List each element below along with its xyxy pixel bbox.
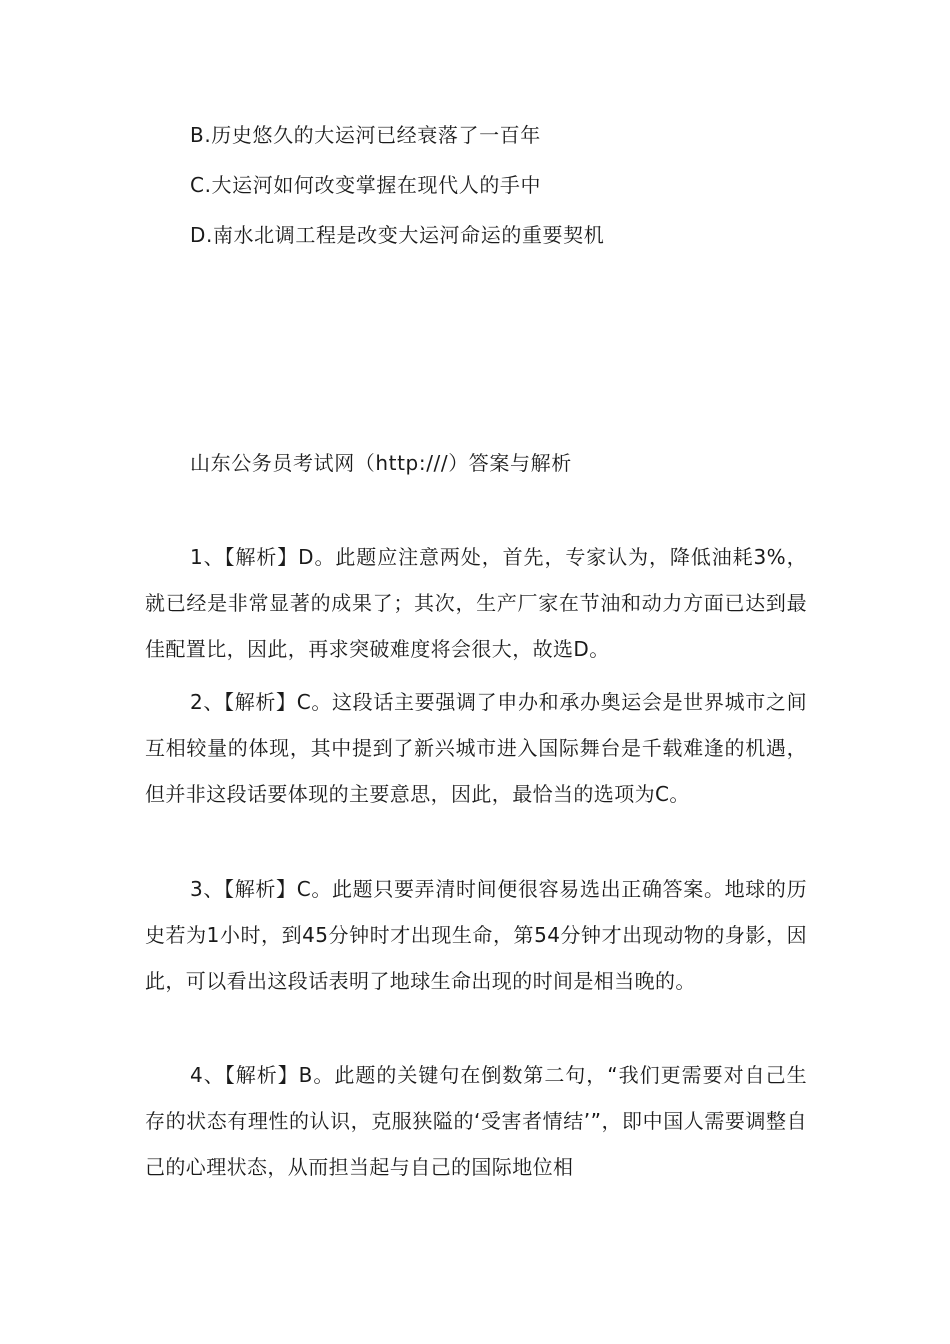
explanation-4: 4、【解析】B。此题的关键句在倒数第二句，“我们更需要对自己生存的状态有理性的认识，克服狭隘的‘受害者情结’”，即中国人需要调整自己的心理状态，从而担当起与自己的国际地位相	[145, 1063, 807, 1179]
option-b: B.历史悠久的大运河已经衰落了一百年	[190, 123, 541, 147]
option-c: C.大运河如何改变掌握在现代人的手中	[190, 173, 542, 197]
option-d: D.南水北调工程是改变大运河命运的重要契机	[190, 223, 605, 247]
explanation-1: 1、【解析】D。此题应注意两处，首先，专家认为，降低油耗3%，就已经是非常显著的成果了；其次，生产厂家在节油和动力方面已达到最佳配置比，因此，再求突破难度将会很大，故选D。	[145, 545, 807, 661]
explanation-2: 2、【解析】C。这段话主要强调了申办和承办奥运会是世界城市之间互相较量的体现，其中提到了新兴城市进入国际舞台是千载难逢的机遇，但并非这段话要体现的主要意思，因此，最恰当的选项为C。	[145, 690, 807, 806]
explanation-3: 3、【解析】C。此题只要弄清时间便很容易选出正确答案。地球的历史若为1小时，到45分钟时才出现生命，第54分钟才出现动物的身影，因此，可以看出这段话表明了地球生命出现的时间是相当晚的。	[145, 877, 807, 993]
answers-heading: 山东公务员考试网（http:///）答案与解析	[190, 451, 572, 475]
